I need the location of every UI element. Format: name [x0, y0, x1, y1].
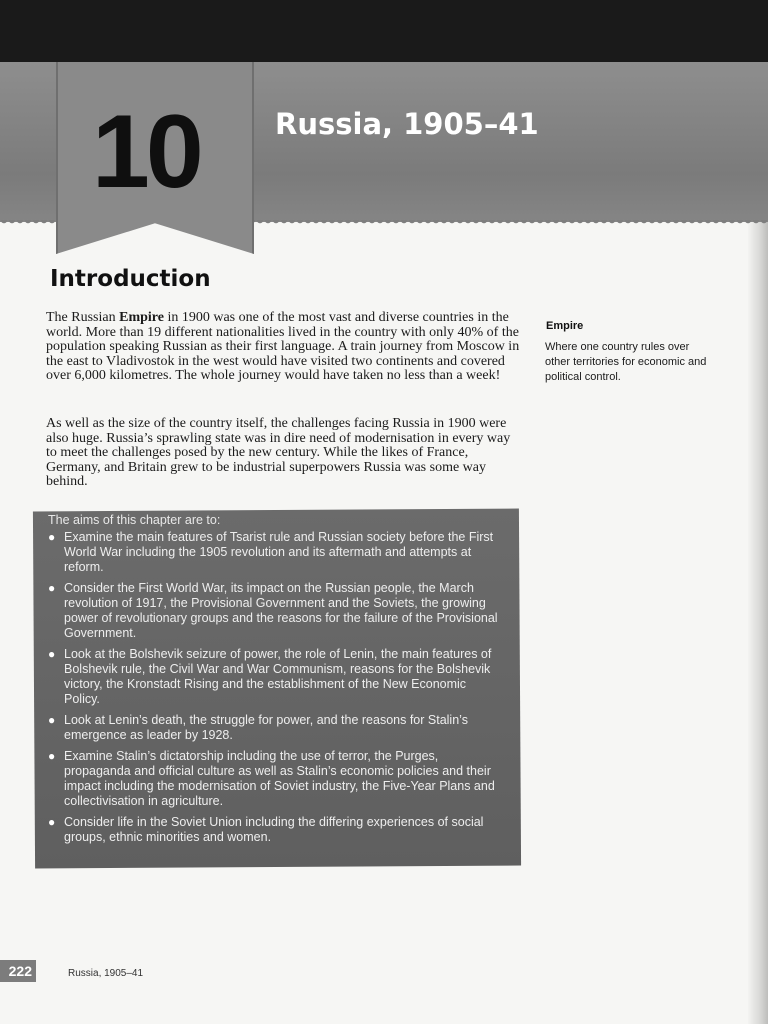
aims-item: ● Consider life in the Soviet Union including the differing experiences of social groups, ethnic minorities and women.	[48, 815, 484, 844]
chapter-number: 10	[92, 94, 200, 210]
bullet-icon: ●	[48, 713, 56, 727]
intro-paragraph-1: The Russian Empire in 1900 was one of the most vast and diverse countries in the world. More than 19 different nationalities lived in the country with only 40% of the population speaking Russian as their first language. A train journey from Moscow in the east to Vladivostok in the west would have visited two continents and covered over 6,000 kilometres. The whole journey would have taken no less than a week!	[46, 310, 520, 384]
aims-list	[42, 530, 502, 851]
bullet-icon: ●	[48, 815, 56, 829]
aims-item: ● Examine the main features of Tsarist rule and Russian society before the First World War including the 1905 revolution and its aftermath and attempts at reform.	[48, 530, 494, 574]
bullet-icon: ●	[48, 581, 56, 595]
bullet-icon: ●	[48, 647, 56, 661]
glossary-definition: Where one country rules over other territories for economic and political control.	[545, 341, 707, 383]
glossary-term: Empire	[546, 320, 584, 332]
aims-item: ● Consider the First World War, its impact on the Russian people, the March revolution of 1917, the Provisional Government and the Soviets, the growing power of revolutionary groups and the reasons for the failure of the Provisional Government.	[48, 581, 498, 640]
aims-title: The aims of this chapter are to:	[48, 513, 221, 527]
aims-item: ● Examine Stalin’s dictatorship including the use of terror, the Purges, propaganda and official culture as well as Stalin’s economic policies and their impact including the modernisation of Soviet industry, the Five-Year Plans and collectivisation in agriculture.	[48, 749, 495, 808]
section-heading: Introduction	[50, 266, 211, 292]
intro-paragraph-2: As well as the size of the country itself, the challenges facing Russia in 1900 were also huge. Russia’s sprawling state was in dire need of modernisation in every way to meet the challenges posed by the new century. While the likes of France, Germany, and Britain grew to be industrial superpowers Russia was some way behind.	[46, 416, 511, 490]
glossary-term-inline: Empire	[119, 310, 164, 325]
running-title: Russia, 1905–41	[68, 968, 144, 979]
chapter-title: Russia, 1905–41	[275, 107, 539, 141]
aims-item: ● Look at the Bolshevik seizure of power, the role of Lenin, the main features of Bolshevik rule, the Civil War and War Communism, reasons for the Bolshevik victory, the Kronstadt Rising and the establishment of the New Economic Policy.	[48, 647, 492, 706]
bullet-icon: ●	[48, 749, 56, 763]
aims-item: ● Look at Lenin’s death, the struggle for power, and the reasons for Stalin’s emergence as leader by 1928.	[48, 713, 468, 742]
bullet-icon: ●	[48, 530, 56, 544]
page-number: 222	[0, 960, 36, 982]
